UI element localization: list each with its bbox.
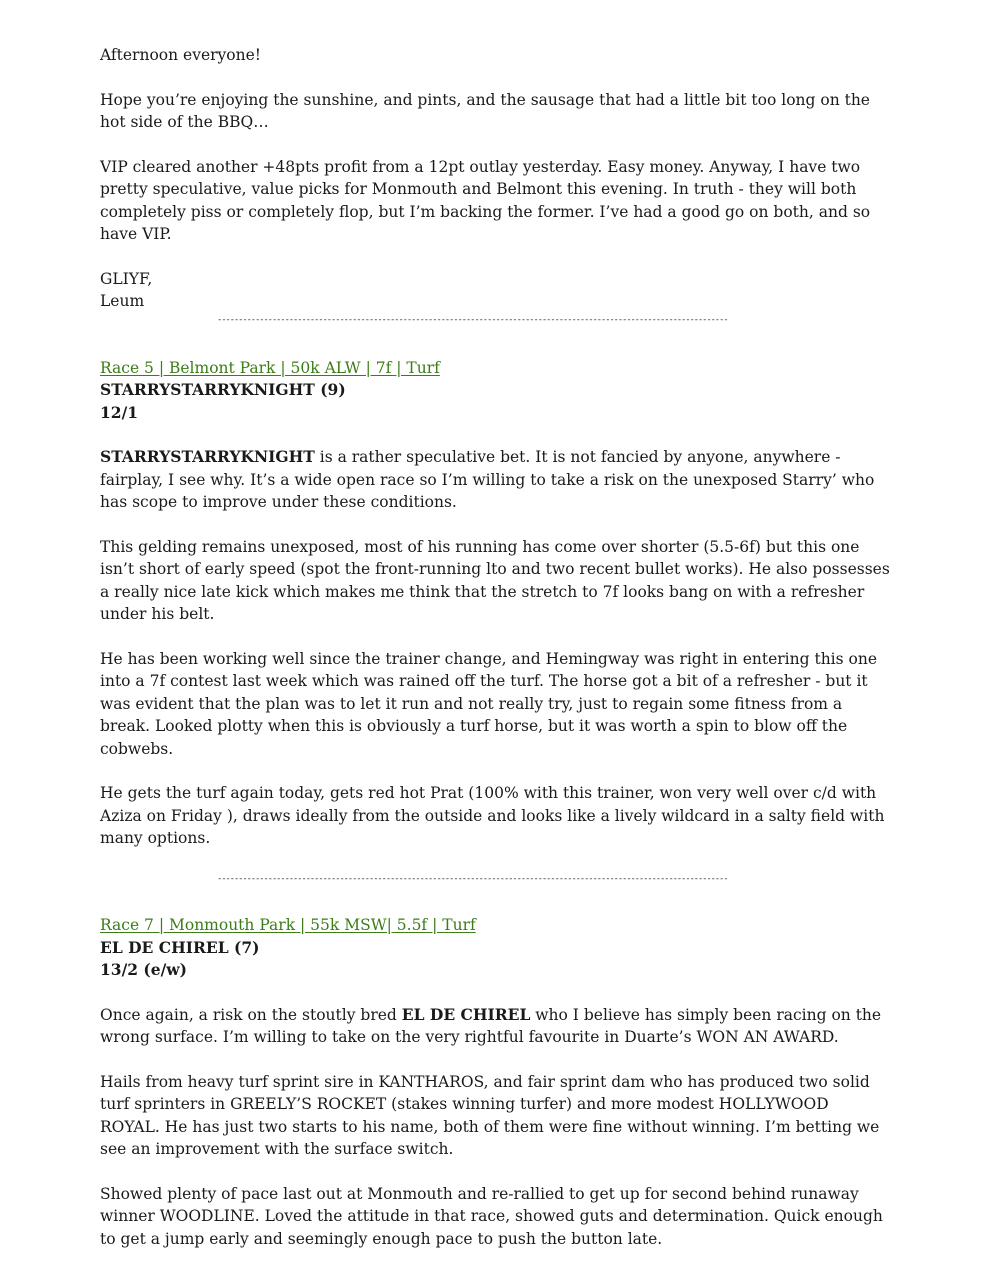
race-header	[100, 357, 890, 379]
race-section-belmont	[100, 357, 890, 850]
greeting: Afternoon everyone!	[100, 46, 262, 64]
signoff	[100, 268, 890, 313]
signoff-text: GLIYF,	[100, 270, 153, 289]
race-paragraph-1-intro: Once again, a risk on the stoutly bred	[100, 1005, 402, 1024]
race-header-link[interactable]: Race 5 | Belmont Park | 50k ALW | 7f | Turf	[100, 358, 440, 377]
race-paragraph-1-text: who I believe has simply been racing on the wrong surface. I’m willing to take on the very rightful favourite in Duarte’s WON AN AWARD.	[100, 1005, 882, 1047]
intro-paragraph-2: VIP cleared another +48pts profit from a 12pt outlay yesterday. Easy money. Anyway, I have two pretty speculative, value picks for Monmouth and Belmont this evening. In truth - they will both completely piss or completely flop, but I’m backing the former. I’ve had a good go on both, and so have VIP.	[100, 158, 871, 244]
race-header	[100, 914, 890, 936]
section-divider: -------------------------------------------------------------------------------------------------------------------------	[217, 314, 728, 325]
race-paragraph-2: Hails from heavy turf sprint sire in KANTHAROS, and fair sprint dam who has produced two solid turf sprinters in GREELY’S ROCKET (stakes winning turfer) and more modest HOLLYWOOD ROYAL. He has just two starts to his name, both of them were fine without winning. I’m betting we see an improvement with the surface switch.	[100, 1072, 880, 1159]
race-header-link[interactable]: Race 7 | Monmouth Park | 55k MSW| 5.5f | Turf	[100, 916, 476, 935]
race-paragraph-1	[100, 446, 890, 513]
section-divider: -------------------------------------------------------------------------------------------------------------------------	[217, 874, 728, 885]
race-paragraph-2: This gelding remains unexposed, most of his running has come over shorter (5.5-6f) but this one isn’t short of early speed (spot the front-running lto and two recent bullet works). He also possesses a really nice late kick which makes me think that the stretch to 7f looks bang on with a refresher under his belt.	[100, 538, 890, 624]
article-body	[100, 44, 890, 1273]
intro-paragraph-1: Hope you’re enjoying the sunshine, and pints, and the sausage that had a little bit too long on the hot side of the BBQ…	[100, 90, 870, 132]
selection-odds: 12/1	[100, 402, 139, 422]
selection-name-inline: EL DE CHIREL	[401, 1004, 531, 1024]
race-paragraph-1	[100, 1004, 890, 1049]
author-name: Leum	[100, 292, 145, 311]
selection-odds: 13/2 (e/w)	[100, 959, 187, 979]
selection-name: EL DE CHIREL (7)	[100, 937, 260, 957]
selection-name: STARRYSTARRYKNIGHT (9)	[100, 380, 346, 400]
race-paragraph-1-text: is a rather speculative bet. It is not fancied by anyone, anywhere - fairplay, I see why. It’s a wide open race so I’m willing to take a risk on the unexposed Starry’ who has scope to improve under these conditions.	[100, 448, 875, 512]
race-paragraph-3: He has been working well since the trainer change, and Hemingway was right in entering this one into a 7f contest last week which was rained off the turf. The horse got a bit of a refresher - but it was evident that the plan was to let it run and not really try, just to regain some fitness from a break. Looked plotty when this is obviously a turf horse, but it was worth a spin to blow off the cobwebs.	[100, 650, 878, 758]
race-paragraph-4: He gets the turf again today, gets red hot Prat (100% with this trainer, won very well over c/d with Aziza on Friday ), draws ideally from the outside and looks like a lively wildcard in a salty field with many options.	[100, 784, 885, 848]
race-paragraph-3: Showed plenty of pace last out at Monmouth and re-rallied to get up for second behind runaway winner WOODLINE. Loved the attitude in that race, showed guts and determination. Quick enough to get a jump early and seemingly enough pace to push the button late.	[100, 1184, 883, 1248]
selection-name-inline: STARRYSTARRYKNIGHT	[100, 447, 315, 467]
